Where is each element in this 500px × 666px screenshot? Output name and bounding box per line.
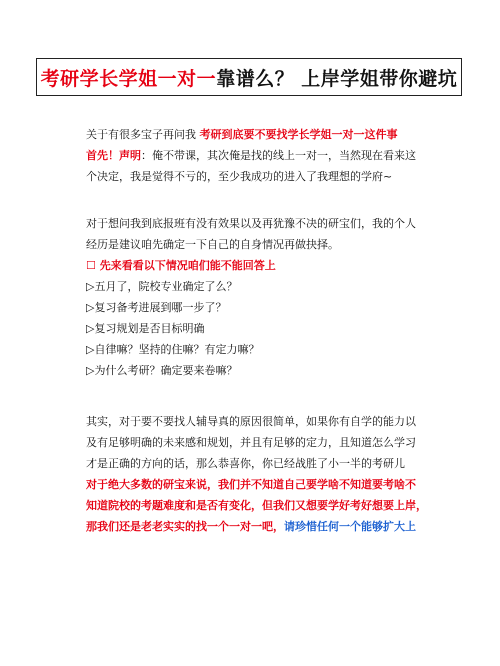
spacer <box>86 381 466 411</box>
checklist-heading: ☐ 先来看看以下情况咱们能不能回答上 <box>86 259 276 272</box>
para3-line-4: 对于绝大多数的研宝来说，我们并不知道自己要学啥不知道要考啥不 <box>86 478 416 491</box>
intro-line-1-text: 关于有很多宝子再问我 <box>86 128 200 141</box>
page-title <box>36 58 462 96</box>
checklist-item: ▷五月了，院校专业确定了么？ <box>86 280 238 293</box>
para3-line-3: 才是正确的方向的话，那么恭喜你，你已经战胜了小一半的考研儿 <box>86 457 405 470</box>
article-body <box>86 124 466 537</box>
para3-line-5: 知道院校的考题难度和是否有变化，但我们又想要学好考好想要上岸， <box>86 499 427 512</box>
intro-line-2 <box>86 145 466 166</box>
para3-line-6-red: 那我们还是老老实实的找一个一对一吧， <box>86 520 284 533</box>
intro-line-1-highlight: 考研到底要不要找学长学姐一对一这件事 <box>199 128 398 141</box>
intro-line-3: 个决定，我是觉得不亏的，至少我成功的进入了我理想的学府~ <box>86 170 393 183</box>
para3-line-2: 及有足够明确的未来感和规划，并且有足够的定力，且知道怎么学习 <box>86 436 416 449</box>
para3-line-6-blue: 请珍惜任何一个能够扩大上 <box>284 520 416 533</box>
para3-line-1: 其实，对于要不要找人辅导真的原因很简单，如果你有自学的能力以 <box>86 415 416 428</box>
checklist-item: ▷复习备考进展到哪一步了？ <box>86 301 227 314</box>
checklist-item: ▷为什么考研？确定要来卷嘛？ <box>86 364 238 377</box>
para2-line-2: 经历是建议咱先确定一下自己的自身情况再做抉择。 <box>86 238 339 251</box>
intro-line-2-highlight: 首先！声明 <box>86 149 141 162</box>
title-black-part: 靠谱么？ 上岸学姐带你避坑 <box>216 67 458 90</box>
para3-line-6 <box>86 516 466 537</box>
checklist-item: ▷复习规划是否目标明确 <box>86 322 205 335</box>
title-red-part: 考研学长学姐一对一 <box>40 67 217 90</box>
intro-line-1 <box>86 124 466 145</box>
checklist-item: ▷自律嘛？坚持的住嘛？有定力嘛？ <box>86 343 260 356</box>
spacer <box>86 187 466 213</box>
para2-line-1: 对于想问我到底报班有没有效果以及再犹豫不决的研宝们，我的个人 <box>86 217 416 230</box>
intro-line-2-text: ：俺不带课，其次俺是找的线上一对一，当然现在看来这 <box>141 149 416 162</box>
